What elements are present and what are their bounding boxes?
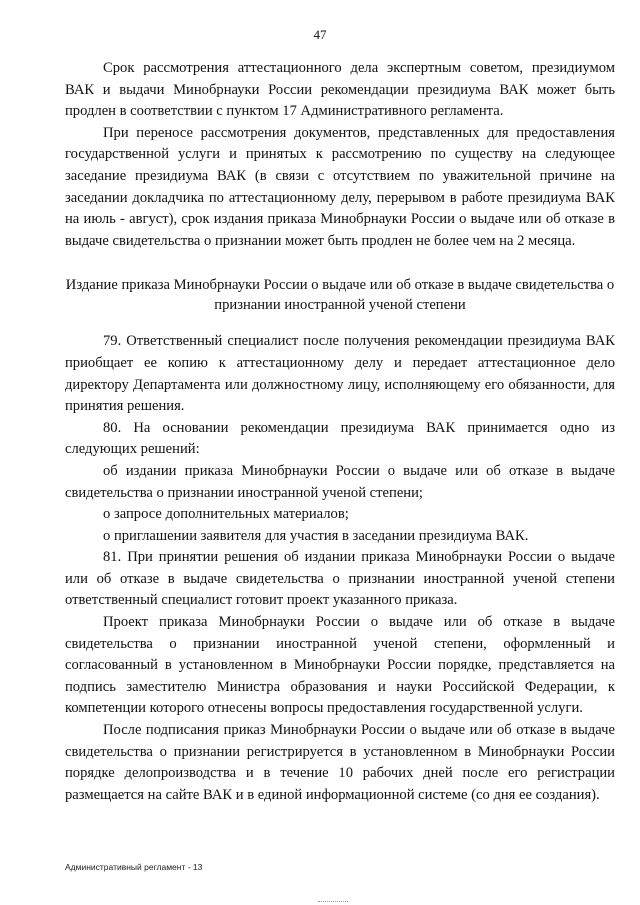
paragraph-postponement: При переносе рассмотрения документов, представленных для предоставления государственной услуги и принятых к рассмотрению по существу на следующее заседание президиума ВАК (в связи с отсутствием по уважительной причине на заседании докладчика по аттестационному делу, перерывом в работе президиума ВАК на июль - август), срок издания приказа Минобрнауки России о выдаче или об отказе в выдаче свидетельства о признании может быть продлен не более чем на 2 месяца.: [65, 124, 615, 249]
paragraph-80-option-order: об издании приказа Минобрнауки России о выдаче или об отказе в выдаче свидетельства о признании иностранной ученой степени;: [65, 462, 615, 501]
paragraph-81-draft: Проект приказа Минобрнауки России о выдаче или об отказе в выдаче свидетельства о признании иностранной ученой степени, оформленный и согласованный в установленном в Минобрнауки России порядке, представляется на подпись заместителю Министра образования и науки Российской Федерации, к компетенции которого отнесены вопросы предоставления государственной услуги.: [65, 614, 615, 717]
page-number: 47: [313, 27, 327, 42]
paragraph-81: 81. При принятии решения об издании приказа Минобрнауки России о выдаче или об отказе в выдаче свидетельства о признании иностранной ученой степени ответственный специалист готовит проект указанного приказа.: [65, 549, 615, 609]
paragraph-review-term: Срок рассмотрения аттестационного дела экспертным советом, президиумом ВАК и выдачи Минобрнауки России рекомендации президиума ВАК может быть продлен в соответствии с пунктом 17 Административного регламента.: [65, 60, 615, 120]
paragraph-81-registration: После подписания приказ Минобрнауки России о выдаче или об отказе в выдаче свидетельства о признании регистрируется в установленном в Минобрнауки России порядке делопроизводства и в течение 10 рабочих дней после его регистрации размещается на сайте ВАК и в единой информационной системе (со дня ее создания).: [65, 722, 615, 803]
page-footer: Административный регламент - 13: [65, 862, 203, 872]
section-heading: Издание приказа Минобрнауки России о выдаче или об отказе в выдаче свидетельства о признании иностранной ученой степени: [65, 277, 615, 314]
paragraph-79: 79. Ответственный специалист после получения рекомендации президиума ВАК приобщает ее копию к аттестационному делу и передает аттестационное дело директору Департамента или должностному лицу, исполняющему его обязанности, для принятия решения.: [65, 333, 615, 415]
scan-artifact: [318, 901, 348, 904]
document-body: [65, 58, 615, 806]
paragraph-80-option-request: о запросе дополнительных материалов;: [103, 506, 349, 523]
paragraph-80: 80. На основании рекомендации президиума ВАК принимается одно из следующих решений:: [65, 419, 615, 458]
paragraph-80-option-invite: о приглашении заявителя для участия в заседании президиума ВАК.: [103, 527, 529, 544]
